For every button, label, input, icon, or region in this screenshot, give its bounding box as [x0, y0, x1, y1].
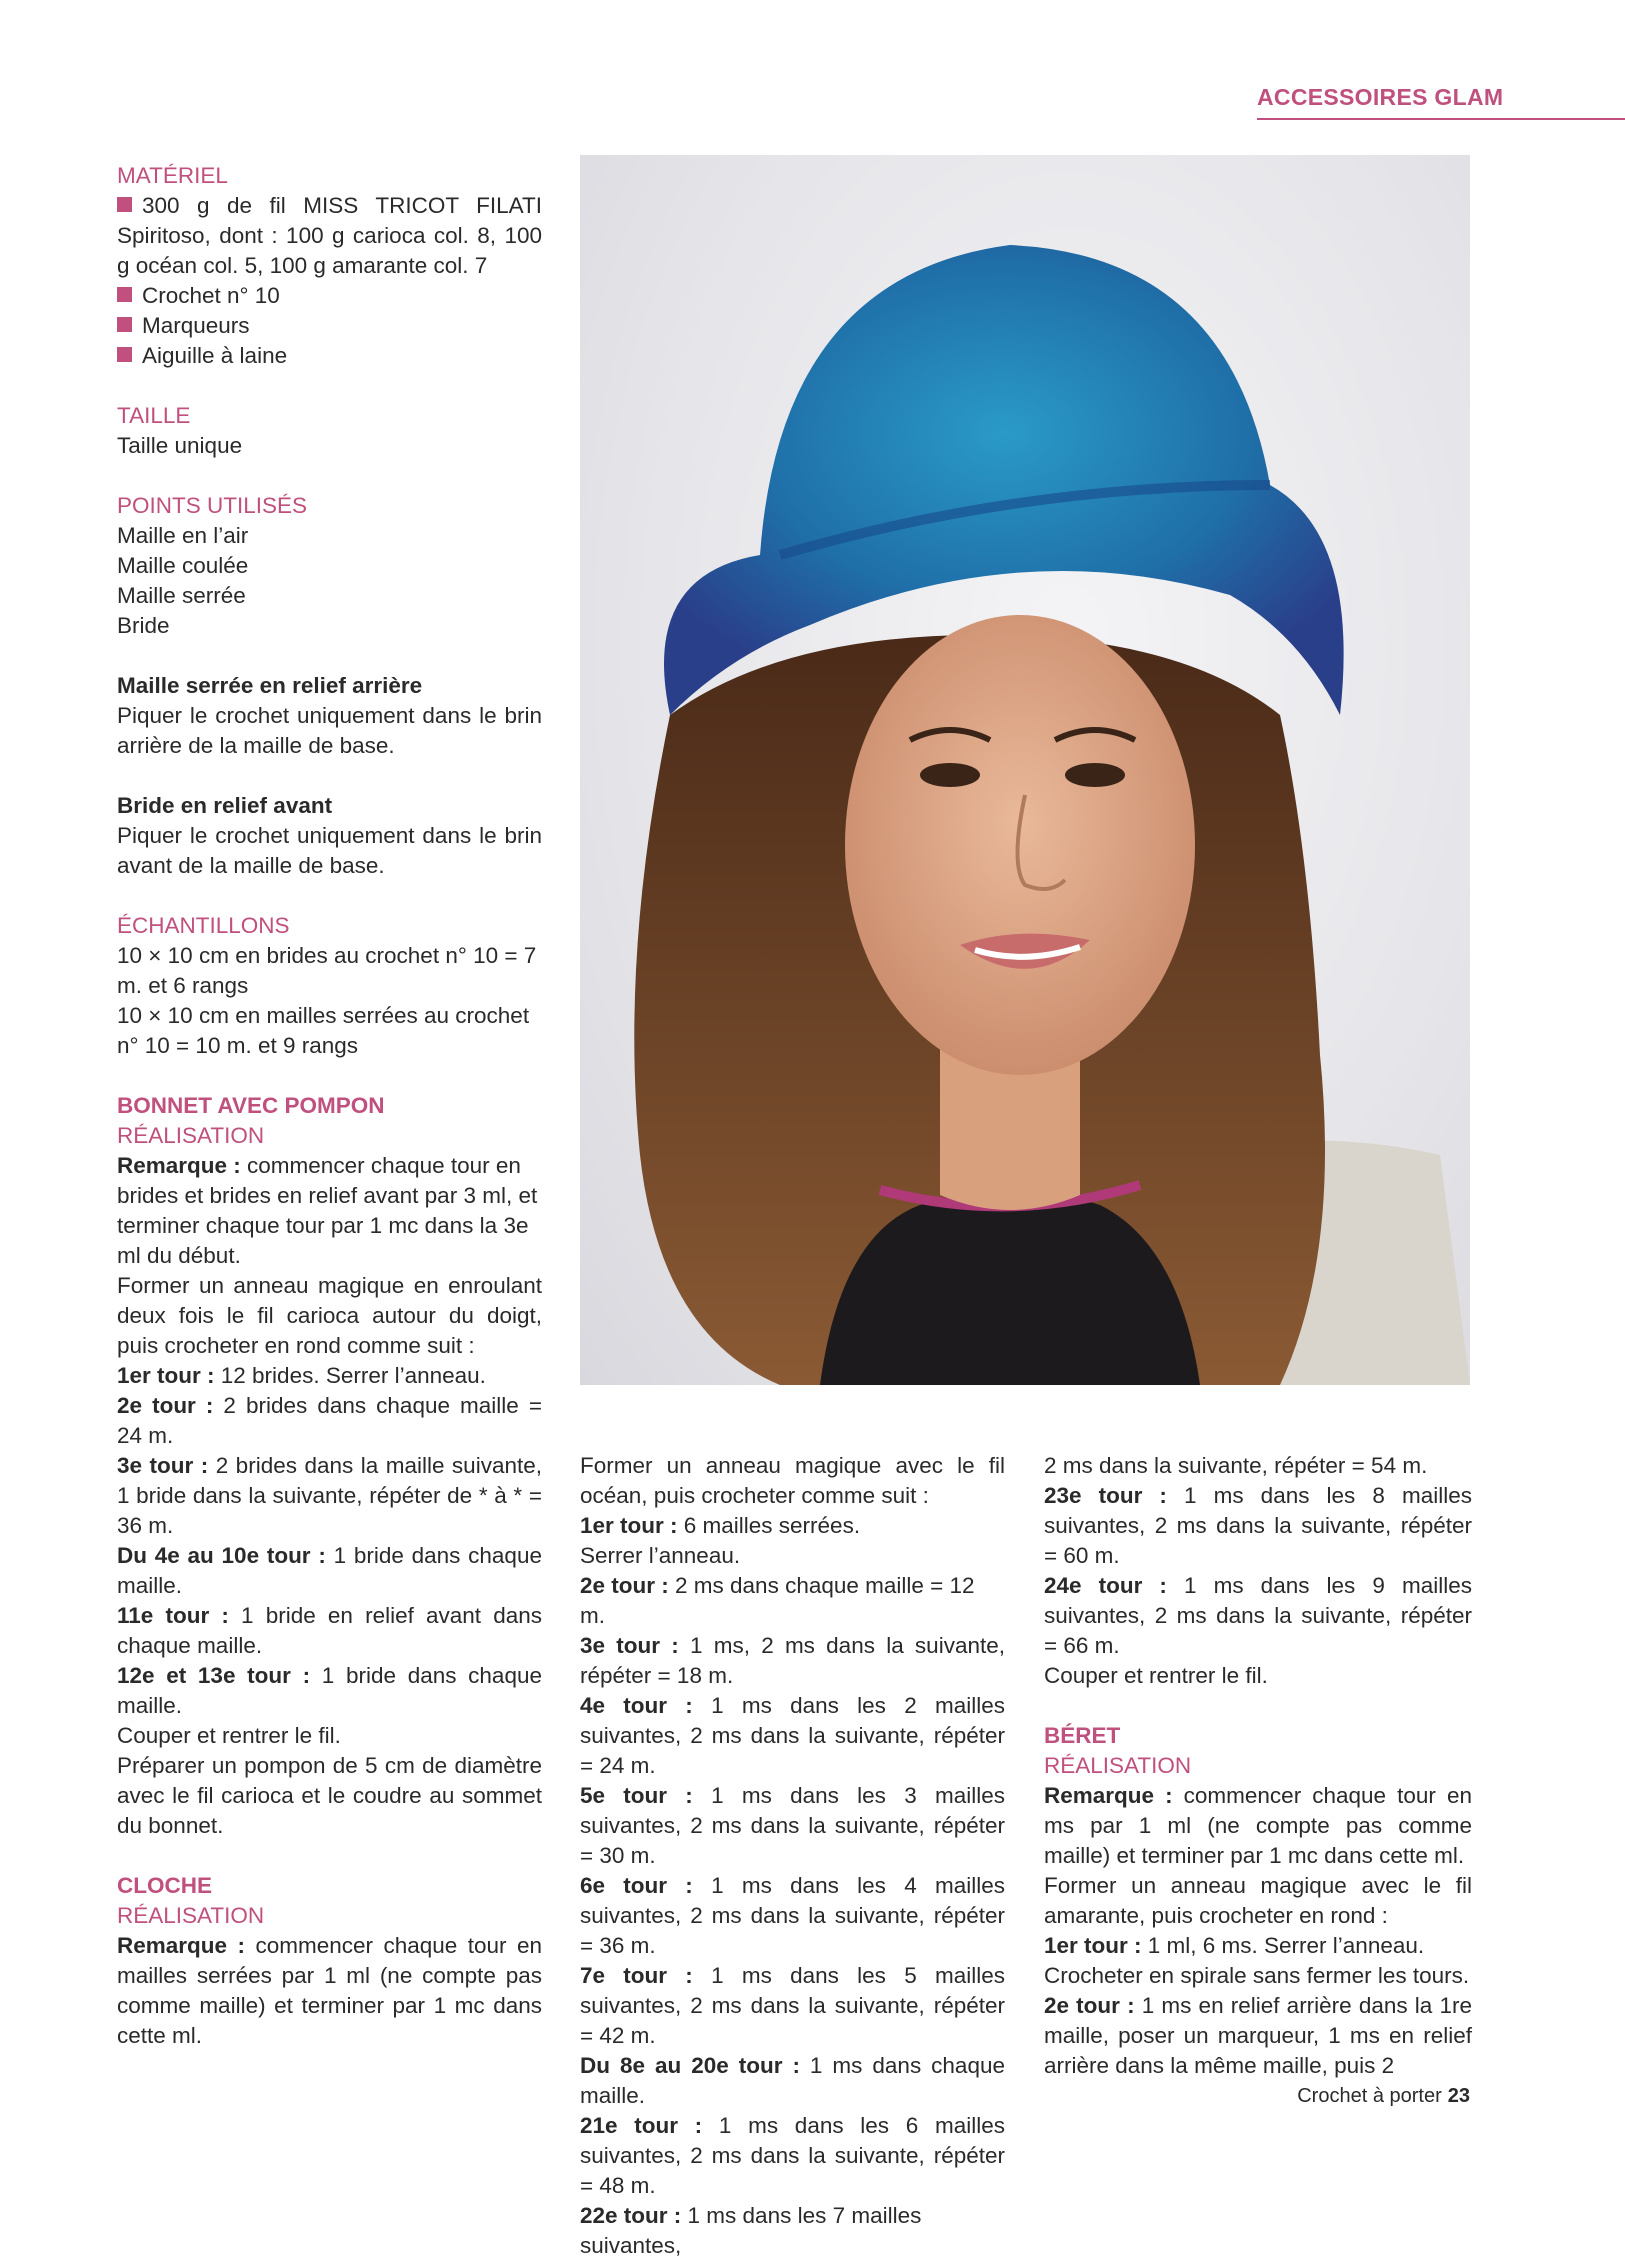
cloche-row: 22e tour : 1 ms dans les 7 mailles suivantes,: [580, 2203, 922, 2258]
bonnet-subheading: RÉALISATION: [117, 1123, 265, 1148]
section-tag: [1257, 84, 1625, 120]
cloche-row: 5e tour : 1 ms dans les 3 mailles suivantes, 2 ms dans la suivante, répéter = 30 m.: [580, 1783, 1005, 1868]
bonnet-row: 11e tour : 1 bride en relief avant dans chaque maille.: [117, 1603, 542, 1658]
msra-title: Maille serrée en relief arrière: [117, 673, 423, 698]
section-title: ACCESSOIRES GLAM: [1257, 84, 1504, 110]
materiel-item: 300 g de fil MISS TRICOT FILATI Spiritoso, dont : 100 g carioca col. 8, 100 g océan col. 5, 100 g amarante col. 7: [117, 191, 542, 281]
cloche-row: 21e tour : 1 ms dans les 6 mailles suivantes, 2 ms dans la suivante, répéter = 48 m.: [580, 2113, 1005, 2198]
magazine-name: Crochet à porter: [1297, 2085, 1442, 2107]
cloche-row: 7e tour : 1 ms dans les 5 mailles suivantes, 2 ms dans la suivante, répéter = 42 m.: [580, 1963, 1005, 2048]
page-footer: [1297, 2085, 1470, 2108]
cloche-row: Serrer l’anneau.: [580, 1543, 741, 1568]
materiel-heading: MATÉRIEL: [117, 163, 228, 188]
bra-text: Piquer le crochet uniquement dans le brin avant de la maille de base.: [117, 823, 542, 878]
cloche-row: 3e tour : 1 ms, 2 ms dans la suivante, répéter = 18 m.: [580, 1633, 1005, 1688]
cloche-subheading: RÉALISATION: [117, 1903, 265, 1928]
cloche-row: Du 8e au 20e tour : 1 ms dans chaque maille.: [580, 2053, 1005, 2108]
cloche-end: Couper et rentrer le fil.: [1044, 1663, 1268, 1688]
middle-column: [580, 1451, 1005, 2261]
points-heading: POINTS UTILISÉS: [117, 493, 308, 518]
beret-intro: Former un anneau magique avec le fil amarante, puis crocheter en rond :: [1044, 1873, 1472, 1928]
cloche-continued: 2 ms dans la suivante, répéter = 54 m.: [1044, 1453, 1428, 1478]
cloche-row: 4e tour : 1 ms dans les 2 mailles suivantes, 2 ms dans la suivante, répéter = 24 m.: [580, 1693, 1005, 1778]
right-column: [1044, 1451, 1472, 2081]
taille-heading: TAILLE: [117, 403, 191, 428]
echantillons-heading: ÉCHANTILLONS: [117, 913, 290, 938]
taille-text: Taille unique: [117, 433, 243, 458]
beret-row: 1er tour : 1 ml, 6 ms. Serrer l’anneau.: [1044, 1933, 1425, 1958]
bonnet-row: 1er tour : 12 brides. Serrer l’anneau.: [117, 1363, 486, 1388]
bra-title: Bride en relief avant: [117, 793, 333, 818]
bonnet-remark: Remarque : commencer chaque tour en brides et brides en relief avant par 3 ml, et terminer chaque tour par 1 mc dans la 3e ml du début.: [117, 1153, 538, 1268]
echantillons-line: 10 × 10 cm en brides au crochet n° 10 = 7 m. et 6 rangs: [117, 943, 537, 998]
bonnet-row: 3e tour : 2 brides dans la maille suivante, 1 bride dans la suivante, répéter de * à * = 36 m.: [117, 1453, 542, 1538]
model-photo: [580, 155, 1470, 1385]
beret-subheading: RÉALISATION: [1044, 1753, 1192, 1778]
msra-text: Piquer le crochet uniquement dans le brin arrière de la maille de base.: [117, 703, 542, 758]
points-item: Maille en l’air: [117, 523, 249, 548]
cloche-row: 23e tour : 1 ms dans les 8 mailles suivantes, 2 ms dans la suivante, répéter = 60 m.: [1044, 1483, 1472, 1568]
bonnet-row: 12e et 13e tour : 1 bride dans chaque maille.: [117, 1663, 542, 1718]
cloche-heading: CLOCHE: [117, 1873, 212, 1898]
bonnet-end: Couper et rentrer le fil.: [117, 1723, 341, 1748]
page-number: 23: [1447, 2085, 1470, 2107]
points-item: Maille serrée: [117, 583, 246, 608]
cloche-row: 24e tour : 1 ms dans les 9 mailles suivantes, 2 ms dans la suivante, répéter = 66 m.: [1044, 1573, 1472, 1658]
materiel-item: Crochet n° 10: [117, 281, 542, 311]
points-item: Maille coulée: [117, 553, 249, 578]
bonnet-intro: Former un anneau magique en enroulant deux fois le fil carioca autour du doigt, puis crocheter en rond comme suit :: [117, 1273, 542, 1358]
materiel-item: Marqueurs: [117, 311, 542, 341]
bonnet-pompon: Préparer un pompon de 5 cm de diamètre avec le fil carioca et le coudre au sommet du bonnet.: [117, 1753, 542, 1838]
bonnet-heading: BONNET AVEC POMPON: [117, 1093, 385, 1118]
beret-row: 2e tour : 1 ms en relief arrière dans la 1re maille, poser un marqueur, 1 ms en relief arrière dans la même maille, puis 2: [1044, 1993, 1472, 2078]
materiel-item: Aiguille à laine: [117, 341, 542, 371]
cloche-row: 6e tour : 1 ms dans les 4 mailles suivantes, 2 ms dans la suivante, répéter = 36 m.: [580, 1873, 1005, 1958]
left-column: [117, 161, 542, 2051]
cloche-intro: Former un anneau magique avec le fil océan, puis crocheter comme suit :: [580, 1453, 1005, 1508]
cloche-remark: Remarque : commencer chaque tour en mailles serrées par 1 ml (ne compte pas comme maille) et terminer par 1 mc dans cette ml.: [117, 1933, 542, 2048]
photo-model-crochet-hat-icon: [580, 155, 1470, 1385]
cloche-row: 1er tour : 6 mailles serrées.: [580, 1513, 861, 1538]
beret-heading: BÉRET: [1044, 1723, 1121, 1748]
echantillons-line: 10 × 10 cm en mailles serrées au crochet n° 10 = 10 m. et 9 rangs: [117, 1003, 530, 1058]
beret-remark: Remarque : commencer chaque tour en ms par 1 ml (ne compte pas comme maille) et terminer par 1 mc dans cette ml.: [1044, 1783, 1472, 1868]
beret-spiral: Crocheter en spirale sans fermer les tours.: [1044, 1963, 1470, 1988]
cloche-row: 2e tour : 2 ms dans chaque maille = 12 m.: [580, 1573, 975, 1628]
bonnet-row: 2e tour : 2 brides dans chaque maille = 24 m.: [117, 1393, 542, 1448]
bonnet-row: Du 4e au 10e tour : 1 bride dans chaque maille.: [117, 1543, 542, 1598]
points-item: Bride: [117, 613, 170, 638]
